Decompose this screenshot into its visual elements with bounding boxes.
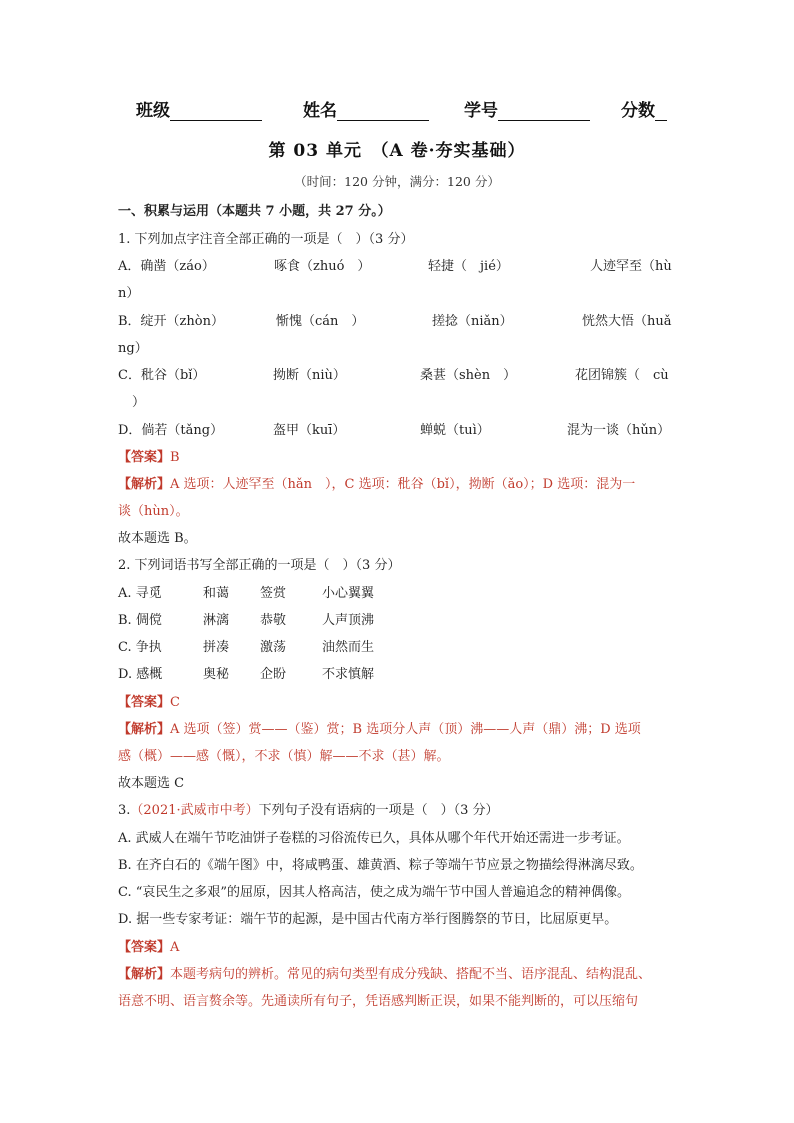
q1-option-d-3: 蝉蜕（tuì） [420,423,490,438]
q2-conclusion: 故本题选 C [118,776,185,791]
q2-option-c-2: 拼凑 [203,640,230,655]
q2-analysis-2: 感（概）——感（慨），不求（慎）解——不求（甚）解。 [118,749,450,764]
analysis-text: A 选项（签）赏——（鉴）赏；B 选项分人声（顶）沸——人声（鼎）沸；D 选项 [170,722,641,737]
analysis-label: 【解析】 [118,477,171,492]
q1-option-d-1: D．倘若（tǎng） [118,423,224,438]
q1-option-b-wrap: ng） [118,341,148,356]
analysis-text: A 选项：人迹罕至（hǎn ），C 选项：秕谷（bǐ），拗断（ǎo）；D 选项：混为一 [170,477,636,492]
score-blank[interactable] [655,102,667,121]
q2-option-a-4: 小心翼翼 [322,586,375,601]
id-blank[interactable] [498,102,590,121]
q1-option-a-wrap: n） [118,286,140,301]
q2-option-a-1: A. 寻觅 [118,586,162,601]
q3-analysis-2: 语意不明、语言赘余等。先通读所有句子，凭语感判断正误，如果不能判断的，可以压缩句 [118,994,639,1009]
q1-option-b-1: B．绽开（zhòn） [118,314,224,329]
section-heading: 一、积累与运用（本题共 7 小题，共 27 分。） [118,204,391,219]
q1-option-c-2: 拗断（niù） [273,368,346,383]
q2-option-a-3: 签赏 [260,586,287,601]
q2-answer [118,691,180,710]
q1-option-a-2: 啄食（zhuó ） [274,259,371,274]
name-field [303,96,429,121]
answer-label: 【答案】 [118,450,171,465]
analysis-text: 本题考病句的辨析。常见的病句类型有成分残缺、搭配不当、语序混乱、结构混乱、 [170,967,652,982]
q2-option-c-3: 激荡 [260,640,287,655]
q1-option-a-3: 轻捷（ jié） [428,259,509,274]
q1-option-b-2: 惭愧（cán ） [276,314,365,329]
q3-option-b: B. 在齐白石的《端午图》中，将咸鸭蛋、雄黄酒、粽子等端午节应景之物描绘得淋漓尽致。 [118,858,643,873]
q1-answer [118,446,180,465]
q3-source: （2021·武威市中考） [130,803,259,818]
q3-analysis-1 [118,963,651,982]
class-blank[interactable] [170,102,262,121]
q2-option-b-3: 恭敬 [260,613,287,628]
q2-option-d-3: 企盼 [260,667,287,682]
q1-analysis-2: 谈（hùn）。 [118,504,189,519]
score-field [621,96,667,121]
analysis-label: 【解析】 [118,967,171,982]
answer-value: A [170,940,180,955]
q3-option-c: C. “哀民生之多艰”的屈原，因其人格高洁，使之成为端午节中国人普遍追念的精神偶像。 [118,885,631,900]
class-field [136,96,262,121]
id-field [464,96,590,121]
answer-value: B [170,450,180,465]
q1-option-c-4: 花团锦簇（ cù [575,368,669,383]
q3-option-d: D. 据一些专家考证：端午节的起源，是中国古代南方举行图腾祭的节日，比屈原更早。 [118,912,618,927]
q3-answer [118,936,179,955]
q3-stem-text: 下列句子没有语病的一项是（ ）（3 分） [258,803,499,818]
q2-option-d-1: D. 感概 [118,667,163,682]
q2-stem: 2. 下列词语书写全部正确的一项是（ ）（3 分） [118,558,401,573]
class-label: 班级 [136,101,170,121]
q2-option-d-4: 不求慎解 [322,667,375,682]
name-blank[interactable] [337,102,429,121]
q1-option-d-4: 混为一谈（hǔn） [567,423,671,438]
q1-conclusion: 故本题选 B。 [118,531,197,546]
analysis-label: 【解析】 [118,722,171,737]
q2-option-b-2: 淋漓 [203,613,230,628]
q2-option-a-2: 和蔼 [203,586,230,601]
q3-number: 3. [118,803,131,818]
q1-option-c-1: C．秕谷（bǐ） [118,368,206,383]
q1-option-d-2: 盔甲（kuī） [273,423,346,438]
page-title: 第 03 单元 （A 卷·夯实基础） [268,141,526,161]
q1-option-b-3: 搓捻（niǎn） [432,314,513,329]
q2-option-b-1: B. 倜傥 [118,613,162,628]
q1-option-b-4: 恍然大悟（huǎ [582,314,672,329]
time-info: （时间：120 分钟，满分：120 分） [294,174,500,189]
answer-label: 【答案】 [118,940,171,955]
q2-option-d-2: 奥秘 [203,667,230,682]
q1-option-a-4: 人迹罕至（hù [590,259,672,274]
name-label: 姓名 [303,101,337,121]
student-info-header [0,96,794,126]
q1-option-c-wrap: ） [132,395,146,410]
q2-option-c-1: C. 争执 [118,640,162,655]
answer-label: 【答案】 [118,695,171,710]
q1-analysis-1 [118,473,635,492]
q2-option-b-4: 人声顶沸 [322,613,375,628]
q1-option-c-3: 桑葚（shèn ） [420,368,517,383]
q1-option-a-1: A．确凿（záo） [118,259,215,274]
answer-value: C [170,695,180,710]
q3-option-a: A. 武威人在端午节吃油饼子卷糕的习俗流传已久，具体从哪个年代开始还需进一步考证。 [118,831,630,846]
id-label: 学号 [464,101,498,121]
q2-analysis-1 [118,718,641,737]
q2-option-c-4: 油然而生 [322,640,375,655]
q3-stem [118,799,499,818]
q1-stem: 1. 下列加点字注音全部正确的一项是（ ）（3 分） [118,232,414,247]
score-label: 分数 [621,101,655,121]
